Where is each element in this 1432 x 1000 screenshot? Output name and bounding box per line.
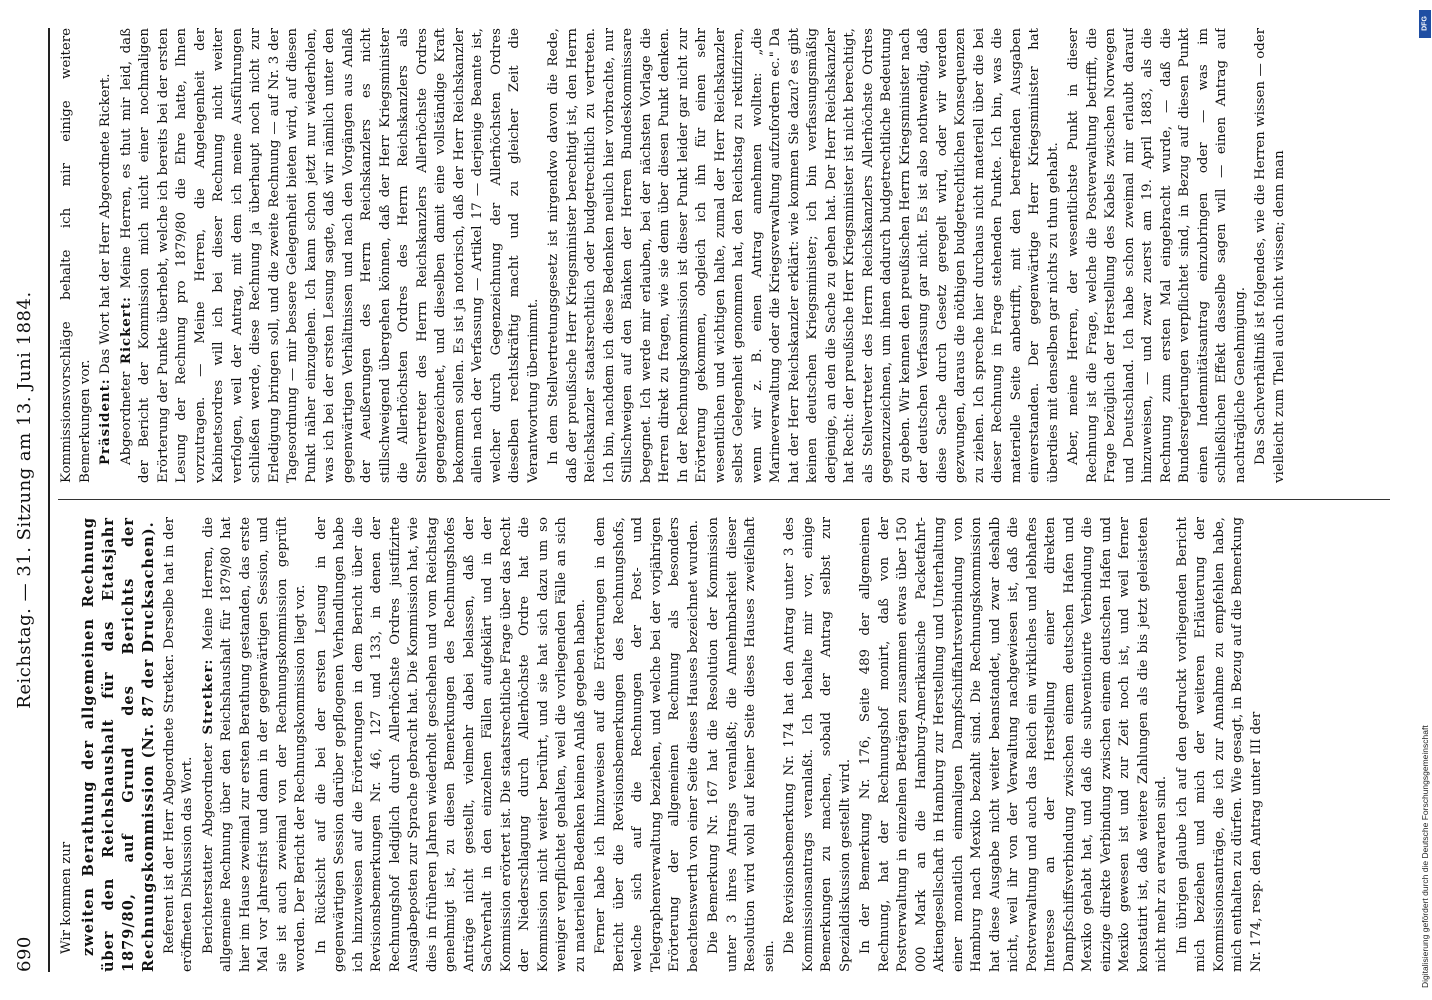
body-paragraph: Das Sachverhältniß ist folgendes, wie die Herren wissen — oder vielleicht zum Theil auch nicht wissen; denn man	[1253, 28, 1287, 483]
left-column	[58, 517, 1390, 972]
body-paragraph: Wir kommen zur	[59, 841, 74, 954]
body-paragraph: In der Bemerkung Nr. 176, Seite 489 der allgemeinen Rechnung, hat der Rechnungshof monirt, daß von der Postverwaltung in einzelnen Beträgen zusammen etwas über 150 000 Mark an die Hamburg-Amerikanische Packetfahrt-Aktiengesellschaft in Hamburg zur Herstellung und Unterhaltung einer monatlich einmaligen Dampfschiffahrtsverbindung von Hamburg nach Mexiko bezahlt sind. Die Rechnungskommission hat diese Ausgabe nicht weiter beanstandet, und zwar deshalb nicht, weil ihr von der Verwaltung nachgewiesen ist, daß die Postverwaltung und auch das Reich ein wirkliches und lebhaftes Interesse an der Herstellung einer direkten Dampfschiffsverbindung zwischen einem deutschen Hafen und Mexiko gehabt hat, und daß die subventionirte Verbindung die einzige direkte Verbindung zwischen einem deutschen Hafen und Mexiko gewesen ist und zur Zeit noch ist, und weil ferner konstatirt ist, daß weitere Zahlungen als die bis jetzt geleisteten nicht mehr zu erwarten sind.	[858, 517, 1169, 972]
running-title: Reichstag. — 31. Sitzung am 13. Juni 1884.	[14, 291, 35, 709]
body-paragraph: Die Revisionsbemerkung Nr. 174 hat den Antrag unter 3 des Kommissionsantrags veranlaßt. Ich behalte mir vor, einige Bemerkungen zu machen, sobald der Antrag selbst zur Spezialdiskussion gestellt wird.	[782, 517, 853, 972]
dfg-logo	[1419, 10, 1431, 38]
speech-paragraph: Berichterstatter Abgeordneter Stretker: Meine Herren, die allgemeine Rechnung über den Reichshaushalt für 1879/80 hat hier im Hause zweimal zur ersten Berathung gestanden, das erste Mal vor Jahresfrist und dann in der gegenwärtigen Session, und sie ist auch zweimal von der Rechnungskommission geprüft worden. Der Bericht der Rechnungskommission liegt vor.	[200, 517, 308, 972]
body-paragraph: Im übrigen glaube ich auf den gedruckt vorliegenden Bericht mich beziehen und mich der weiteren Erläuterung der Kommissionsanträge, die ich zur Annahme zu empfehlen habe, mich enthalten zu dürfen. Wie gesagt, in Bezug auf die Bemerkung Nr. 174, resp. den Antrag unter III der	[1174, 517, 1264, 972]
page-header	[14, 28, 44, 972]
speaker-name: Rickert:	[118, 296, 134, 365]
page-number: 690	[14, 936, 35, 972]
digitization-credit	[1418, 0, 1432, 1000]
body-paragraph: In Rücksicht auf die bei der ersten Lesung in der gegenwärtigen Session darüber gepflogenen Verhandlungen habe ich hinzuweisen auf die Erörterungen in dem Bericht über die Revisionsbemerkungen Nr. 46, 127 und 133, in denen der Rechnungshof lediglich durch Allerhöchste Ordres justifizirte Ausgabeposten zur Sprache gebracht hat. Die Kommission hat, wie dies in früheren Jahren wiederholt geschehen und vom Reichstag genehmigt ist, zu diesen Bemerkungen des Rechnungshofes Anträge nicht gestellt, vielmehr dabei belassen, daß der Sachverhalt in den einzelnen Fällen aufgeklärt und in der Kommission erörtert ist. Die staatsrechtliche Frage über das Recht der Niederschlagung durch Allerhöchste Ordre hat die Kommission nicht weiter berührt, und sie hat sich dazu um so weniger verpflichtet gehalten, weil die vorliegenden Fälle an sich zu materiellen Bedenken keinen Anlaß gegeben haben.	[313, 517, 588, 972]
dfg-logo-text: DFG	[1421, 16, 1429, 31]
speaker-name: Präsident:	[98, 378, 113, 465]
right-column	[58, 28, 1390, 483]
body-paragraph: Aber, meine Herren, der wesentlichste Punkt in dieser Rechnung ist die Frage, welche die Postverwaltung betrifft, die Frage bezüglich der Herstellung des Kabels zwischen Norwegen und Deutschland. Ich habe schon zweimal mir erlaubt darauf hinzuweisen, — und zwar zuerst am 19. April 1883, als die Rechnung zum ersten Mal eingebracht wurde, — daß die Bundesregierungen verpflichtet sind, in Bezug auf diesen Punkt einen Indemnitätsantrag einzubringen oder — was im schließlichen Effekt dasselbe sagen will — einen Antrag auf nachträgliche Genehmigung.	[1066, 28, 1248, 483]
column-divider	[58, 499, 1390, 500]
credit-text: Digitalisierung gefördert durch die Deutsche Forschungsgemeinschaft	[1420, 725, 1430, 988]
speaker-name: Stretker:	[200, 658, 216, 735]
header-rule	[48, 28, 50, 972]
section-heading: zweiten Berathung der allgemeinen Rechnung über den Reichshaushalt für das Etatsjahr 1879/80, auf Grund des Berichts der Rechnungskommission (Nr. 87 der Drucksachen).	[79, 517, 157, 972]
body-paragraph: In dem Stellvertretungsgesetz ist nirgendwo davon die Rede, daß der preußische Herr Kriegsminister berechtigt ist, den Herrn Reichskanzler staatsrechtlich oder budgetrechtlich zu vertreten. Ich bin, nachdem ich diese Bedenken neulich hier vorbrachte, nur Stillschweigen auf den Bänken der Herren Bundeskommissare begegnet. Ich werde mir erlauben, bei der nächsten Vorlage die Herren direkt zu fragen, wie sie denn über diesen Punkt denken. In der Rechnungskommission ist dieser Punkt leider gar nicht zur Erörterung gekommen, obgleich ich ihn für einen sehr wesentlichen und wichtigen halte, zumal der Herr Reichskanzler selbst Gelegenheit genommen hat, den Reichstag zu rektifiziren, wenn wir z. B. einen Antrag annehmen wollten: „die Marineverwaltung oder die Kriegsverwaltung aufzufordern ec." Da hat der Herr Reichskanzler erklärt: wie kommen Sie dazu? es gibt keinen deutschen Kriegsminister; ich bin verfassungsmäßig derjenige, an den die Sache zu gehen hat. Der Herr Reichskanzler hat Recht: der preußische Herr Kriegsminister ist nicht berechtigt, als Stellvertreter des Herrn Reichskanzlers Allerhöchste Ordres gegenzuzeichnen, um ihnen dadurch budgetrechtliche Bedeutung zu geben. Wir kennen den preußischen Herrn Kriegsminister nach der deutschen Verfassung gar nicht. Es ist also nothwendig, daß diese Sache durch Gesetz geregelt wird, oder wir werden gezwungen, daraus die nöthigen budgetrechtlichen Konsequenzen zu ziehen. Ich spreche hier durchaus nicht materiell über die bei dieser Rechnung in Frage stehenden Punkte. Ich bin, was die materielle Seite anbetrifft, mit den betreffenden Ausgaben einverstanden. Der gegenwärtige Herr Kriegsminister hat überdies mit denselben gar nichts zu thun gehabt.	[546, 28, 1061, 483]
body-paragraph: Die Bemerkung Nr. 167 hat die Resolution der Kommission unter 3 ihres Antrags veranlaßt; die Annehmbarkeit dieser Resolution wird wohl auf keiner Seite dieses Hauses zweifelhaft sein.	[706, 517, 777, 972]
speech-paragraph: Präsident: Das Wort hat der Herr Abgeordnete Rickert.	[98, 73, 113, 465]
body-paragraph: Ferner habe ich hinzuweisen auf die Erörterungen in dem Bericht über die Revisionsbemerkungen des Rechnungshofs, welche sich auf die Rechnungen der Post- und Telegraphenverwaltung beziehen, und welche bei der vorjährigen Erörterung der allgemeinen Rechnung als besonders beachtenswerth von einer Seite dieses Hauses bezeichnet wurden.	[593, 517, 701, 972]
body-paragraph: Kommissionsvorschläge behalte ich mir einige weitere Bemerkungen vor.	[59, 28, 93, 483]
body-paragraph: Referent ist der Herr Abgeordnete Stretker. Derselbe hat in der eröffneten Diskussion das Wort.	[161, 517, 195, 972]
speech-paragraph: Abgeordneter Rickert: Meine Herren, es thut mir leid, daß der Bericht der Kommission mich nicht einer nochmaligen Erörterung der Punkte überhebt, welche ich bereits bei der ersten Lesung der Rechnung pro 1879/80 die Ehre hatte, Ihnen vorzutragen. — Meine Herren, die Angelegenheit der Kabinetsordres will ich bei dieser Rechnung nicht weiter verfolgen, weil der Antrag, mit dem ich meine Ausführungen schließen werde, diese Rechnung ja überhaupt noch nicht zur Erledigung bringen soll, und die zweite Rechnung — auf Nr. 3 der Tagesordnung — mir bessere Gelegenheit bieten wird, auf diesen Punkt näher einzugehen. Ich kann schon jetzt nur wiederholen, was ich bei der ersten Lesung sagte, daß wir nämlich unter den gegenwärtigen Verhältnissen und nach den Vorgängen aus Anlaß der Aeußerungen des Herrn Reichskanzlers es nicht stillschweigend übergehen können, daß der Herr Kriegsminister die Allerhöchsten Ordres des Herrn Reichskanzlers als Stellvertreter des Herrn Reichskanzlers Allerhöchste Ordres gegengezeichnet, und dieselben damit eine vollständige Kraft bekommen sollen. Es ist ja notorisch, daß der Herr Reichskanzler allein nach der Verfassung — Artikel 17 — derjenige Beamte ist, welcher durch Gegenzeichnung der Allerhöchsten Ordres dieselben rechtskräftig macht und zu gleicher Zeit die Verantwortung übernimmt.	[118, 28, 541, 483]
